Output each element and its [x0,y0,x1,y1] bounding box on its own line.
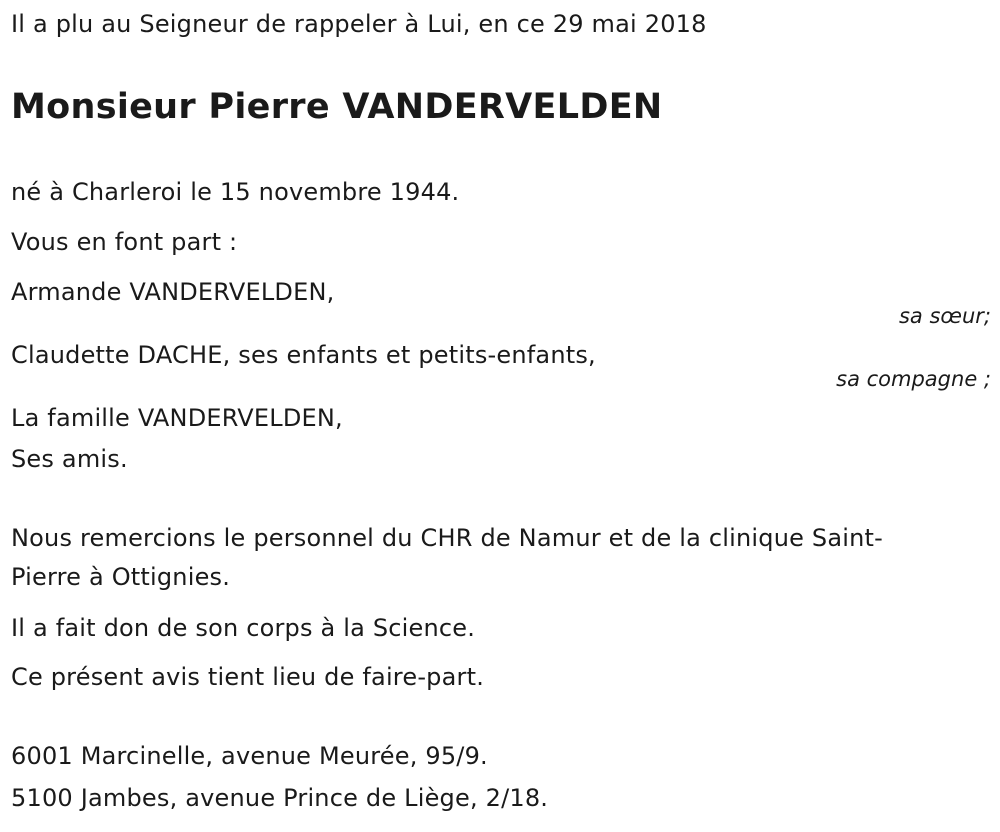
family-member-relation: sa sœur; [898,304,991,328]
notice-line: Ce présent avis tient lieu de faire-part. [11,663,485,691]
family-member-name: Ses amis. [11,445,128,473]
thanks-line: Nous remercions le personnel du CHR de Namur et de la clinique Saint- [11,524,883,552]
thanks-line: Pierre à Ottignies. [11,563,231,591]
family-member-name: La famille VANDERVELDEN, [11,404,343,432]
announce-line: Vous en font part : [11,228,238,256]
family-member-name: Claudette DACHE, ses enfants et petits-enfants, [11,341,596,369]
address-line: 5100 Jambes, avenue Prince de Liège, 2/18. [11,784,549,812]
address-line: 6001 Marcinelle, avenue Meurée, 95/9. [11,742,488,770]
donation-line: Il a fait don de son corps à la Science. [11,614,476,642]
birth-info: né à Charleroi le 15 novembre 1944. [11,178,460,206]
family-member-name: Armande VANDERVELDEN, [11,278,335,306]
family-member-relation: sa compagne ; [836,367,991,391]
deceased-name: Monsieur Pierre VANDERVELDEN [11,87,663,127]
intro-line: Il a plu au Seigneur de rappeler à Lui, en ce 29 mai 2018 [11,10,707,38]
